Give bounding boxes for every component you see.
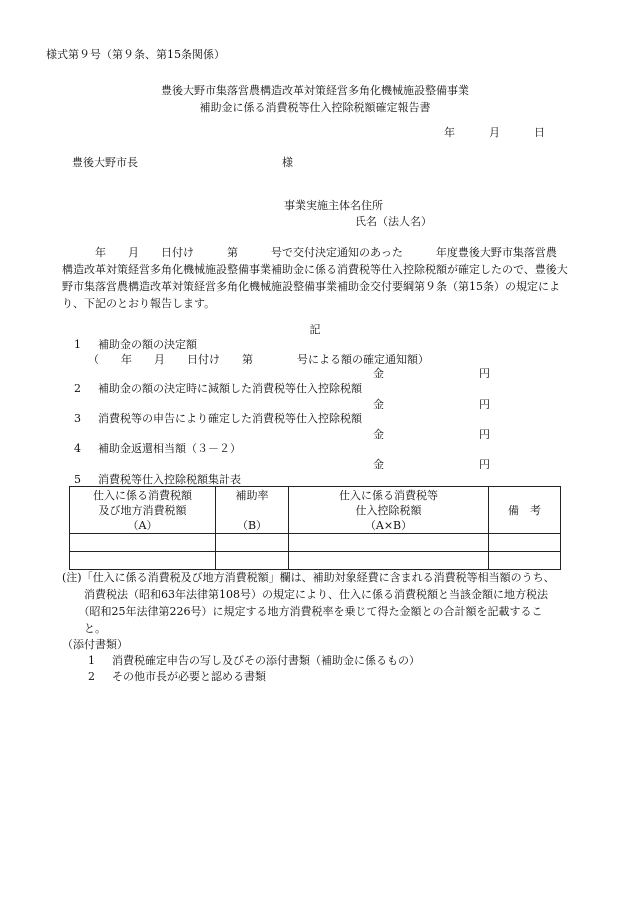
table-cell[interactable] <box>70 534 216 552</box>
item-label: 消費税等の申告により確定した消費税等仕入控除税額 <box>98 412 362 425</box>
item-4-amount-unit: 円 <box>479 458 490 471</box>
table-cell[interactable] <box>489 534 561 552</box>
header-deductible-tax: 仕入に係る消費税等 仕入控除税額 （A×B） <box>289 487 489 534</box>
date-month: 月 <box>489 126 500 139</box>
table-cell[interactable] <box>216 534 289 552</box>
item-1-amount-prefix: 金 <box>373 367 384 380</box>
item-1-amount-unit: 円 <box>479 367 490 380</box>
footnote-line: 消費税法（昭和63年法律第108号）の規定により、仕入に係る消費税額と当該金額に地方税法 <box>62 588 548 601</box>
table-cell[interactable] <box>289 552 489 570</box>
item-label: 補助金返還相当額（３－２） <box>98 442 241 455</box>
body-line: 年 月 日付け 第 号で交付決定通知のあった 年度豊後大野市集落営農 <box>62 246 557 259</box>
item-number: 3 <box>74 412 81 425</box>
item-number: 4 <box>74 442 81 455</box>
header-subsidy-rate: 補助率 （B） <box>216 487 289 534</box>
table-cell[interactable] <box>289 534 489 552</box>
attachment-number: 2 <box>88 670 95 683</box>
body-line: り、下記のとおり報告します。 <box>62 297 216 310</box>
attachment-label: その他市長が必要と認める書類 <box>112 670 266 683</box>
tax-summary-table <box>69 486 561 570</box>
attachments-heading: （添付書類） <box>62 638 128 651</box>
form-number: 様式第９号（第９条、第15条関係） <box>46 48 225 61</box>
attachment-label: 消費税確定申告の写し及びその添付書類（補助金に係るもの） <box>112 654 420 667</box>
item-label: 消費税等仕入控除税額集計表 <box>98 473 241 486</box>
table-row <box>70 552 561 570</box>
table-cell[interactable] <box>489 552 561 570</box>
addressee-name: 豊後大野市長 <box>72 156 138 169</box>
ki-marker: 記 <box>309 323 321 336</box>
item-number: 2 <box>74 382 81 395</box>
item-number: 5 <box>74 473 81 486</box>
body-line: 構造改革対策経営多角化機械施設整備事業補助金に係る消費税等仕入控除税額が確定したので、豊後大 <box>62 263 568 276</box>
item-label: 補助金の額の決定額 <box>98 338 197 351</box>
header-remarks: 備 考 <box>489 487 561 534</box>
item-3 <box>74 411 362 427</box>
applicant-address-label: 事業実施主体名住所 <box>284 199 383 212</box>
item-2-amount-prefix: 金 <box>373 398 384 411</box>
attachment-item-2 <box>88 669 266 685</box>
item-3-amount-unit: 円 <box>479 428 490 441</box>
item-2 <box>74 381 362 397</box>
applicant-name-label: 氏名（法人名） <box>355 215 432 228</box>
title-line-1: 豊後大野市集落営農構造改革対策経営多角化機械施設整備事業 <box>161 84 469 97</box>
footnote-line: （昭和25年法律第226号）に規定する地方消費税率を乗じて得た金額との合計額を記載するこ <box>62 605 543 618</box>
item-2-amount-unit: 円 <box>479 398 490 411</box>
item-4-amount-prefix: 金 <box>373 458 384 471</box>
document-title <box>0 82 630 116</box>
footnote <box>62 569 586 637</box>
item-4 <box>74 441 241 457</box>
footnote-line: と。 <box>62 622 106 635</box>
header-consumption-tax: 仕入に係る消費税額 及び地方消費税額 （A） <box>70 487 216 534</box>
title-line-2: 補助金に係る消費税等仕入控除税額確定報告書 <box>199 101 431 114</box>
table-cell[interactable] <box>216 552 289 570</box>
attachment-item-1 <box>88 653 420 669</box>
date-year: 年 <box>444 126 455 139</box>
table-header-row <box>70 487 561 534</box>
item-label: 補助金の額の決定時に減額した消費税等仕入控除税額 <box>98 382 362 395</box>
item-3-amount-prefix: 金 <box>373 428 384 441</box>
footnote-line: (注)「仕入に係る消費税及び地方消費税額」欄は、補助対象経費に含まれる消費税等相当額のうち、 <box>62 571 555 584</box>
item-1-sub: （ 年 月 日付け 第 号による額の確定通知額） <box>88 353 429 366</box>
date-field <box>444 125 545 141</box>
item-number: 1 <box>74 338 81 351</box>
item-1 <box>74 337 197 353</box>
date-day: 日 <box>534 126 545 139</box>
table-row <box>70 534 561 552</box>
addressee-honorific: 様 <box>282 156 293 169</box>
body-line: 野市集落営農構造改革対策経営多角化機械施設整備事業補助金交付要綱第９条（第15条）の規定によ <box>62 280 560 293</box>
table-cell[interactable] <box>70 552 216 570</box>
body-paragraph <box>62 244 586 312</box>
attachment-number: 1 <box>88 654 95 667</box>
